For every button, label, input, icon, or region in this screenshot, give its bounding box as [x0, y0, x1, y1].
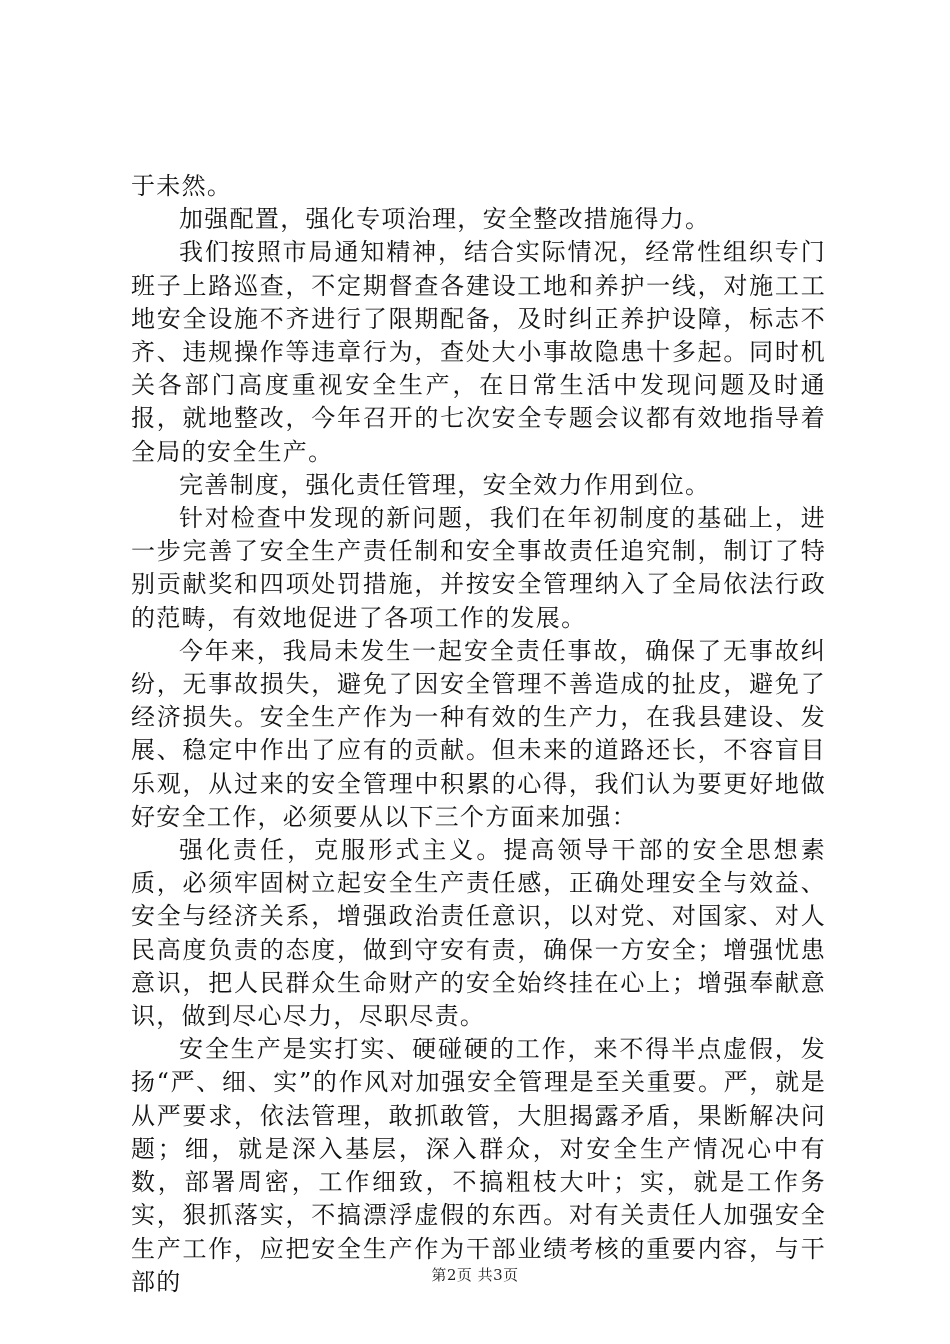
page-number-label: 第2页 共3页	[431, 1266, 519, 1284]
paragraph-6: 强化责任，克服形式主义。提高领导干部的安全思想素质，必须牢固树立起安全生产责任感，正确处理安全与效益、安全与经济关系，增强政治责任意识，以对党、对国家、对人民高度负责的态度，做到守安有责，确保一方安全；增强忧患意识，把人民群众生命财产的安全始终挂在心上；增强奉献意识，做到尽心尽力，尽职尽责。	[131, 836, 826, 1031]
paragraph-7: 安全生产是实打实、硬碰硬的工作，来不得半点虚假，发扬“严、细、实”的作风对加强安全管理是至关重要。严，就是从严要求，依法管理，敢抓敢管，大胆揭露矛盾，果断解决问题；细，就是深入基层，深入群众，对安全生产情况心中有数，部署周密，工作细致，不搞粗枝大叶；实，就是工作务实，狠抓落实，不搞漂浮虚假的东西。对有关责任人加强安全生产工作，应把安全生产作为干部业绩考核的重要内容，与干部的	[131, 1035, 826, 1296]
paragraph-2: 我们按照市局通知精神，结合实际情况，经常性组织专门班子上路巡查，不定期督查各建设工地和养护一线，对施工工地安全设施不齐进行了限期配备，及时纠正养护设障，标志不齐、违规操作等违章行为，查处大小事故隐患十多起。同时机关各部门高度重视安全生产，在日常生活中发现问题及时通报，就地整改，今年召开的七次安全专题会议都有效地指导着全局的安全生产。	[131, 238, 826, 466]
paragraph-1-heading: 加强配置，强化专项治理，安全整改措施得力。	[179, 205, 711, 234]
document-body	[131, 170, 826, 1299]
paragraph-5: 今年来，我局未发生一起安全责任事故，确保了无事故纠纷，无事故损失，避免了因安全管理不善造成的扯皮，避免了经济损失。安全生产作为一种有效的生产力，在我县建设、发展、稳定中作出了应有的贡献。但未来的道路还长，不容盲目乐观，从过来的安全管理中积累的心得，我们认为要更好地做好安全工作，必须要从以下三个方面来加强：	[131, 636, 826, 831]
paragraph-4: 针对检查中发现的新问题，我们在年初制度的基础上，进一步完善了安全生产责任制和安全事故责任追究制，制订了特别贡献奖和四项处罚措施，并按安全管理纳入了全局依法行政的范畴，有效地促进了各项工作的发展。	[131, 504, 826, 632]
paragraph-0: 于未然。	[131, 172, 233, 200]
page-footer	[0, 1265, 950, 1285]
paragraph-3-heading: 完善制度，强化责任管理，安全效力作用到位。	[179, 470, 711, 499]
